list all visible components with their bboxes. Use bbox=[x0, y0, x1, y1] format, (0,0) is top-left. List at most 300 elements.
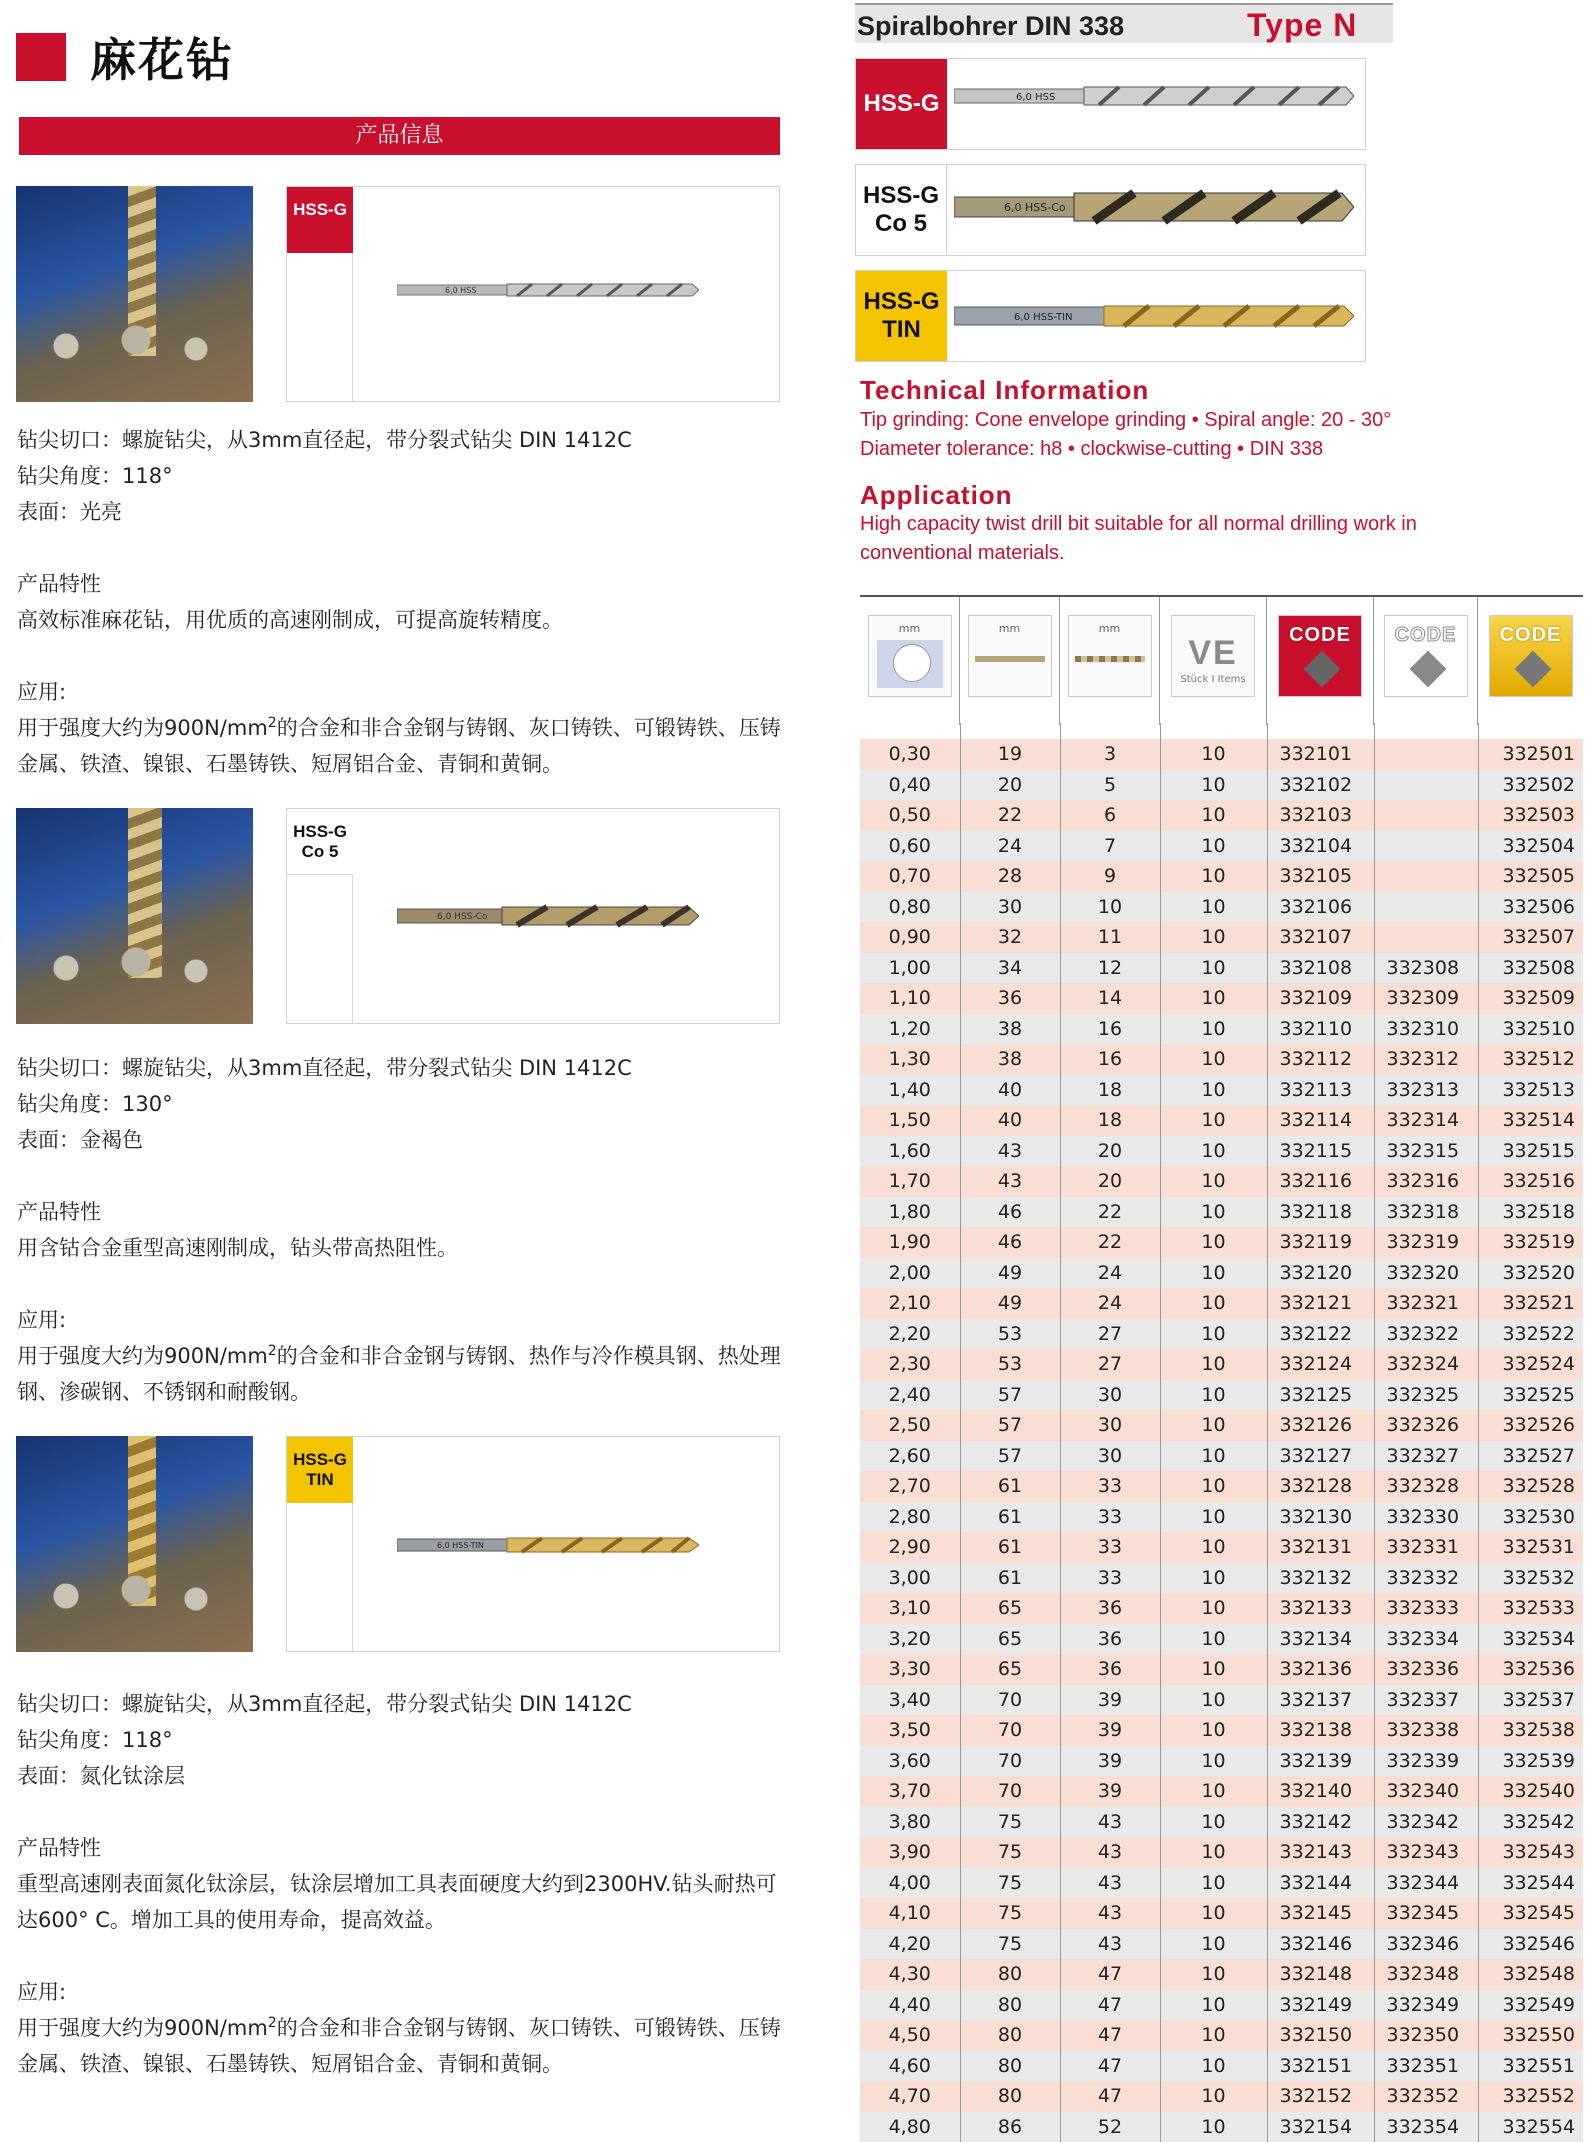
table-row bbox=[860, 892, 1583, 923]
table-cell: 0,30 bbox=[860, 739, 960, 770]
table-cell: 3,50 bbox=[860, 1715, 960, 1746]
table-cell: 39 bbox=[1060, 1715, 1160, 1746]
table-cell: 332503 bbox=[1478, 800, 1583, 831]
table-row bbox=[860, 2112, 1583, 2142]
table-cell: 332350 bbox=[1374, 2020, 1478, 2051]
header-code-hss-g-tin bbox=[1478, 597, 1583, 725]
table-cell: 332137 bbox=[1267, 1685, 1374, 1716]
table-cell: 332314 bbox=[1374, 1105, 1478, 1136]
table-cell: 332525 bbox=[1478, 1380, 1583, 1411]
table-cell: 80 bbox=[960, 2081, 1060, 2112]
table-cell: 1,40 bbox=[860, 1075, 960, 1106]
table-row bbox=[860, 922, 1583, 953]
table-cell: 80 bbox=[960, 1959, 1060, 1990]
table-cell: 332122 bbox=[1267, 1319, 1374, 1350]
table-cell: 332154 bbox=[1267, 2112, 1374, 2142]
table-cell: 33 bbox=[1060, 1471, 1160, 1502]
table-cell: 332520 bbox=[1478, 1258, 1583, 1289]
table-cell: 18 bbox=[1060, 1075, 1160, 1106]
table-cell: 332105 bbox=[1267, 861, 1374, 892]
table-cell: 332346 bbox=[1374, 1929, 1478, 1960]
table-cell: 65 bbox=[960, 1593, 1060, 1624]
table-cell: 10 bbox=[1160, 1410, 1267, 1441]
table-row bbox=[860, 861, 1583, 892]
table-cell: 4,20 bbox=[860, 1929, 960, 1960]
drill-bit-image bbox=[954, 81, 1354, 111]
table-row bbox=[860, 1532, 1583, 1563]
table-cell: 332551 bbox=[1478, 2051, 1583, 2082]
table-cell: 47 bbox=[1060, 2020, 1160, 2051]
table-cell: 10 bbox=[1160, 1624, 1267, 1655]
catalog-header bbox=[855, 3, 1393, 43]
table-cell: 332149 bbox=[1267, 1990, 1374, 2021]
table-cell: 4,10 bbox=[860, 1898, 960, 1929]
table-cell: 10 bbox=[1160, 1044, 1267, 1075]
table-cell: 22 bbox=[1060, 1227, 1160, 1258]
table-cell: 10 bbox=[1160, 1959, 1267, 1990]
table-cell: 332538 bbox=[1478, 1715, 1583, 1746]
svg-text:6,0 HSS: 6,0 HSS bbox=[1016, 92, 1055, 103]
table-cell: 75 bbox=[960, 1898, 1060, 1929]
table-cell: 332144 bbox=[1267, 1868, 1374, 1899]
table-cell: 46 bbox=[960, 1197, 1060, 1228]
table-row bbox=[860, 1502, 1583, 1533]
table-row bbox=[860, 1624, 1583, 1655]
table-cell: 10 bbox=[1160, 770, 1267, 801]
table-cell: 80 bbox=[960, 2051, 1060, 2082]
table-cell: 10 bbox=[1160, 800, 1267, 831]
table-cell: 332505 bbox=[1478, 861, 1583, 892]
table-cell: 332136 bbox=[1267, 1654, 1374, 1685]
table-cell: 332351 bbox=[1374, 2051, 1478, 2082]
table-cell: 10 bbox=[1160, 1258, 1267, 1289]
table-row bbox=[860, 2020, 1583, 2051]
table-cell: 332319 bbox=[1374, 1227, 1478, 1258]
table-row bbox=[860, 1868, 1583, 1899]
product-info-bar: 产品信息 bbox=[19, 117, 780, 155]
table-cell: 10 bbox=[1160, 1197, 1267, 1228]
table-cell: 332554 bbox=[1478, 2112, 1583, 2142]
table-cell: 332345 bbox=[1374, 1898, 1478, 1929]
table-cell: 49 bbox=[960, 1258, 1060, 1289]
table-cell: 61 bbox=[960, 1502, 1060, 1533]
table-cell: 65 bbox=[960, 1624, 1060, 1655]
table-cell: 332334 bbox=[1374, 1624, 1478, 1655]
table-cell: 10 bbox=[1160, 1532, 1267, 1563]
table-cell: 39 bbox=[1060, 1746, 1160, 1777]
table-cell: 332352 bbox=[1374, 2081, 1478, 2112]
table-cell: 332506 bbox=[1478, 892, 1583, 923]
table-cell: 332549 bbox=[1478, 1990, 1583, 2021]
table-cell: 332516 bbox=[1478, 1166, 1583, 1197]
table-cell: 332522 bbox=[1478, 1319, 1583, 1350]
table-cell: 10 bbox=[1160, 1715, 1267, 1746]
table-cell: 2,00 bbox=[860, 1258, 960, 1289]
table-cell: 70 bbox=[960, 1746, 1060, 1777]
table-cell: 10 bbox=[1160, 1471, 1267, 1502]
table-cell: 3,90 bbox=[860, 1837, 960, 1868]
table-cell: 332515 bbox=[1478, 1136, 1583, 1167]
header-packing-unit bbox=[1160, 597, 1267, 725]
table-cell: 332513 bbox=[1478, 1075, 1583, 1106]
table-cell: 10 bbox=[1160, 861, 1267, 892]
table-cell: 19 bbox=[960, 739, 1060, 770]
svg-text:6,0 HSS-TIN: 6,0 HSS-TIN bbox=[437, 1541, 484, 1550]
table-cell: 20 bbox=[960, 770, 1060, 801]
table-row bbox=[860, 1471, 1583, 1502]
product-tag-hss-g-tin: HSS-G TIN bbox=[287, 1437, 353, 1503]
table-cell: 10 bbox=[1160, 2051, 1267, 2082]
table-cell: 57 bbox=[960, 1410, 1060, 1441]
table-row bbox=[860, 1044, 1583, 1075]
table-cell: 332118 bbox=[1267, 1197, 1374, 1228]
table-row bbox=[860, 1014, 1583, 1045]
table-cell: 332519 bbox=[1478, 1227, 1583, 1258]
table-cell: 3,80 bbox=[860, 1807, 960, 1838]
table-cell: 36 bbox=[1060, 1624, 1160, 1655]
table-cell: 332310 bbox=[1374, 1014, 1478, 1045]
table-cell: 332340 bbox=[1374, 1776, 1478, 1807]
table-cell: 47 bbox=[1060, 1990, 1160, 2021]
table-cell: 332512 bbox=[1478, 1044, 1583, 1075]
table-cell: 28 bbox=[960, 861, 1060, 892]
table-cell: 40 bbox=[960, 1105, 1060, 1136]
table-cell: 10 bbox=[1160, 1837, 1267, 1868]
table-cell: 10 bbox=[1160, 1441, 1267, 1472]
table-cell: 332338 bbox=[1374, 1715, 1478, 1746]
table-cell: 39 bbox=[1060, 1776, 1160, 1807]
product-box-hss-g-co5 bbox=[286, 808, 780, 1024]
table-cell: 332548 bbox=[1478, 1959, 1583, 1990]
table-cell: 4,50 bbox=[860, 2020, 960, 2051]
table-cell: 10 bbox=[1060, 892, 1160, 923]
table-row bbox=[860, 1288, 1583, 1319]
table-cell: 0,60 bbox=[860, 831, 960, 862]
table-cell: 332316 bbox=[1374, 1166, 1478, 1197]
table-cell: 0,50 bbox=[860, 800, 960, 831]
table-cell: 30 bbox=[960, 892, 1060, 923]
table-cell: 43 bbox=[1060, 1807, 1160, 1838]
table-cell: 332115 bbox=[1267, 1136, 1374, 1167]
table-cell: 4,70 bbox=[860, 2081, 960, 2112]
table-cell: 12 bbox=[1060, 953, 1160, 984]
table-row bbox=[860, 1807, 1583, 1838]
drill-bit-image bbox=[397, 901, 699, 931]
table-cell: 332528 bbox=[1478, 1471, 1583, 1502]
table-cell: 3,70 bbox=[860, 1776, 960, 1807]
table-cell: 61 bbox=[960, 1563, 1060, 1594]
table-cell: 332509 bbox=[1478, 983, 1583, 1014]
table-cell: 10 bbox=[1160, 1136, 1267, 1167]
table-row bbox=[860, 1166, 1583, 1197]
table-cell: 10 bbox=[1160, 892, 1267, 923]
table-cell: 332103 bbox=[1267, 800, 1374, 831]
table-cell: 10 bbox=[1160, 1654, 1267, 1685]
table-cell: 332121 bbox=[1267, 1288, 1374, 1319]
table-cell: 332150 bbox=[1267, 2020, 1374, 2051]
table-cell: 332545 bbox=[1478, 1898, 1583, 1929]
table-cell: 22 bbox=[1060, 1197, 1160, 1228]
table-cell: 332116 bbox=[1267, 1166, 1374, 1197]
table-cell: 2,40 bbox=[860, 1380, 960, 1411]
table-cell: 332349 bbox=[1374, 1990, 1478, 2021]
table-cell: 27 bbox=[1060, 1349, 1160, 1380]
table-cell: 332321 bbox=[1374, 1288, 1478, 1319]
table-cell: 10 bbox=[1160, 1776, 1267, 1807]
table-cell: 14 bbox=[1060, 983, 1160, 1014]
table-cell: 332330 bbox=[1374, 1502, 1478, 1533]
table-cell: 332546 bbox=[1478, 1929, 1583, 1960]
table-cell: 6 bbox=[1060, 800, 1160, 831]
total-length-icon: mm bbox=[968, 615, 1052, 697]
table-cell: 332521 bbox=[1478, 1288, 1583, 1319]
table-cell: 10 bbox=[1160, 1380, 1267, 1411]
table-cell: 24 bbox=[1060, 1288, 1160, 1319]
table-cell: 1,70 bbox=[860, 1166, 960, 1197]
product-tag-hss-g: HSS-G bbox=[287, 187, 353, 253]
table-cell: 24 bbox=[1060, 1258, 1160, 1289]
table-cell: 10 bbox=[1160, 1105, 1267, 1136]
table-cell: 3,10 bbox=[860, 1593, 960, 1624]
table-cell: 332324 bbox=[1374, 1349, 1478, 1380]
table-cell: 332326 bbox=[1374, 1410, 1478, 1441]
table-cell: 4,60 bbox=[860, 2051, 960, 2082]
table-cell: 332145 bbox=[1267, 1898, 1374, 1929]
table-cell: 30 bbox=[1060, 1410, 1160, 1441]
diameter-icon: mm bbox=[868, 615, 952, 697]
table-row bbox=[860, 1929, 1583, 1960]
table-cell: 332101 bbox=[1267, 739, 1374, 770]
table-cell: 20 bbox=[1060, 1166, 1160, 1197]
table-cell: 332526 bbox=[1478, 1410, 1583, 1441]
table-cell: 2,20 bbox=[860, 1319, 960, 1350]
table-cell: 332530 bbox=[1478, 1502, 1583, 1533]
table-cell: 332331 bbox=[1374, 1532, 1478, 1563]
table-cell: 10 bbox=[1160, 1227, 1267, 1258]
table-cell: 10 bbox=[1160, 1014, 1267, 1045]
header-flute-length bbox=[1060, 597, 1160, 725]
product-data-table bbox=[860, 723, 1583, 2142]
table-cell: 332142 bbox=[1267, 1807, 1374, 1838]
table-cell: 4,40 bbox=[860, 1990, 960, 2021]
table-cell: 332336 bbox=[1374, 1654, 1478, 1685]
table-cell: 332540 bbox=[1478, 1776, 1583, 1807]
table-cell: 36 bbox=[960, 983, 1060, 1014]
table-cell: 0,90 bbox=[860, 922, 960, 953]
variant-box-hss-g bbox=[855, 58, 1366, 150]
table-cell bbox=[1374, 739, 1478, 770]
table-cell: 10 bbox=[1160, 2112, 1267, 2142]
table-cell: 332502 bbox=[1478, 770, 1583, 801]
table-row bbox=[860, 1654, 1583, 1685]
code-pencil-icon: CODE bbox=[1384, 615, 1468, 697]
table-cell: 332544 bbox=[1478, 1868, 1583, 1899]
table-cell: 332342 bbox=[1374, 1807, 1478, 1838]
table-cell: 332308 bbox=[1374, 953, 1478, 984]
table-cell: 332320 bbox=[1374, 1258, 1478, 1289]
table-row bbox=[860, 1685, 1583, 1716]
variant-tag-hss-g-co5: HSS-G Co 5 bbox=[856, 165, 947, 255]
table-cell: 332312 bbox=[1374, 1044, 1478, 1075]
table-cell: 36 bbox=[1060, 1593, 1160, 1624]
variant-box-hss-g-co5 bbox=[855, 164, 1366, 256]
table-row bbox=[860, 800, 1583, 831]
product-box-hss-g-tin bbox=[286, 1436, 780, 1652]
table-cell: 332138 bbox=[1267, 1715, 1374, 1746]
table-row bbox=[860, 983, 1583, 1014]
table-cell: 30 bbox=[1060, 1441, 1160, 1472]
table-row bbox=[860, 1959, 1583, 1990]
table-cell: 332132 bbox=[1267, 1563, 1374, 1594]
table-cell: 86 bbox=[960, 2112, 1060, 2142]
code-pencil-icon: CODE bbox=[1278, 615, 1362, 697]
table-cell: 332140 bbox=[1267, 1776, 1374, 1807]
table-cell: 43 bbox=[1060, 1837, 1160, 1868]
table-cell: 332343 bbox=[1374, 1837, 1478, 1868]
table-cell: 10 bbox=[1160, 1746, 1267, 1777]
table-cell: 2,90 bbox=[860, 1532, 960, 1563]
table-cell: 332543 bbox=[1478, 1837, 1583, 1868]
table-row bbox=[860, 1746, 1583, 1777]
table-row bbox=[860, 1898, 1583, 1929]
table-cell: 2,70 bbox=[860, 1471, 960, 1502]
table-cell: 39 bbox=[1060, 1685, 1160, 1716]
table-cell: 3,20 bbox=[860, 1624, 960, 1655]
table-cell: 1,30 bbox=[860, 1044, 960, 1075]
table-cell: 332127 bbox=[1267, 1441, 1374, 1472]
table-cell: 332128 bbox=[1267, 1471, 1374, 1502]
table-cell: 332315 bbox=[1374, 1136, 1478, 1167]
table-cell: 3,40 bbox=[860, 1685, 960, 1716]
table-cell: 1,60 bbox=[860, 1136, 960, 1167]
table-cell: 332139 bbox=[1267, 1746, 1374, 1777]
table-cell: 332146 bbox=[1267, 1929, 1374, 1960]
table-cell: 332542 bbox=[1478, 1807, 1583, 1838]
table-cell: 10 bbox=[1160, 1929, 1267, 1960]
table-cell: 10 bbox=[1160, 1288, 1267, 1319]
table-cell: 332151 bbox=[1267, 2051, 1374, 2082]
table-row bbox=[860, 1776, 1583, 1807]
table-cell: 332504 bbox=[1478, 831, 1583, 862]
table-cell: 332518 bbox=[1478, 1197, 1583, 1228]
table-cell bbox=[1374, 922, 1478, 953]
table-row bbox=[860, 1441, 1583, 1472]
table-cell: 10 bbox=[1160, 831, 1267, 862]
table-cell: 10 bbox=[1160, 2020, 1267, 2051]
table-cell: 75 bbox=[960, 1837, 1060, 1868]
drill-bit-image bbox=[954, 185, 1354, 229]
table-cell: 332328 bbox=[1374, 1471, 1478, 1502]
code-pencil-icon: CODE bbox=[1489, 615, 1573, 697]
table-cell bbox=[1374, 831, 1478, 862]
table-cell: 4,30 bbox=[860, 1959, 960, 1990]
table-cell: 20 bbox=[1060, 1136, 1160, 1167]
table-row bbox=[860, 1105, 1583, 1136]
table-cell: 2,50 bbox=[860, 1410, 960, 1441]
table-cell: 332102 bbox=[1267, 770, 1374, 801]
table-cell: 332332 bbox=[1374, 1563, 1478, 1594]
table-cell: 332325 bbox=[1374, 1380, 1478, 1411]
table-cell: 43 bbox=[1060, 1868, 1160, 1899]
header-code-hss-g-co5 bbox=[1374, 597, 1478, 725]
table-cell: 332550 bbox=[1478, 2020, 1583, 2051]
table-row bbox=[860, 1227, 1583, 1258]
drill-bit-image bbox=[397, 280, 699, 300]
table-cell: 49 bbox=[960, 1288, 1060, 1319]
product-description-hss-g-tin: 钻尖切口：螺旋钻尖，从3mm直径起，带分裂式钻尖 DIN 1412C 钻尖角度：118° 表面：氮化钛涂层 产品特性 重型高速刚表面氮化钛涂层，钛涂层增加工具表面硬度大约到2300HV.钻头耐热可达600° C。增加工具的使用寿命，提高效益。 应用: 用于强度大约为$900N/mm^2$的合金和非合金钢与铸钢、灰口铸铁、可锻铸铁、压铸金属、铁渣、镍银、石墨铸铁、短屑铝合金、青铜和黄铜。 bbox=[17, 1686, 787, 2082]
table-cell: 10 bbox=[1160, 983, 1267, 1014]
table-row bbox=[860, 1410, 1583, 1441]
table-cell: 75 bbox=[960, 1807, 1060, 1838]
table-cell: 1,20 bbox=[860, 1014, 960, 1045]
table-cell: 332124 bbox=[1267, 1349, 1374, 1380]
table-cell: 332344 bbox=[1374, 1868, 1478, 1899]
table-row bbox=[860, 1258, 1583, 1289]
table-row bbox=[860, 770, 1583, 801]
table-cell: 332113 bbox=[1267, 1075, 1374, 1106]
table-cell: 10 bbox=[1160, 953, 1267, 984]
table-cell: 332152 bbox=[1267, 2081, 1374, 2112]
table-cell: 57 bbox=[960, 1441, 1060, 1472]
table-cell: 80 bbox=[960, 1990, 1060, 2021]
variant-box-hss-g-tin bbox=[855, 270, 1366, 362]
table-cell: 1,10 bbox=[860, 983, 960, 1014]
table-cell: 46 bbox=[960, 1227, 1060, 1258]
table-cell bbox=[1374, 861, 1478, 892]
product-photo-hss-g-co5 bbox=[16, 808, 253, 1024]
product-tag-hss-g-co5: HSS-G Co 5 bbox=[287, 809, 353, 875]
table-cell bbox=[1374, 800, 1478, 831]
table-cell: 7 bbox=[1060, 831, 1160, 862]
table-cell: 332131 bbox=[1267, 1532, 1374, 1563]
table-cell: 32 bbox=[960, 922, 1060, 953]
table-cell: 332354 bbox=[1374, 2112, 1478, 2142]
table-cell: 332134 bbox=[1267, 1624, 1374, 1655]
table-cell: 5 bbox=[1060, 770, 1160, 801]
table-row bbox=[860, 1349, 1583, 1380]
table-cell: 57 bbox=[960, 1380, 1060, 1411]
table-cell: 10 bbox=[1160, 922, 1267, 953]
table-cell: 65 bbox=[960, 1654, 1060, 1685]
table-cell: 61 bbox=[960, 1532, 1060, 1563]
table-row bbox=[860, 1380, 1583, 1411]
table-cell: 18 bbox=[1060, 1105, 1160, 1136]
catalog-type: Type N bbox=[1247, 7, 1357, 44]
table-cell: 33 bbox=[1060, 1532, 1160, 1563]
table-row bbox=[860, 1075, 1583, 1106]
table-cell: 38 bbox=[960, 1014, 1060, 1045]
table-cell: 4,80 bbox=[860, 2112, 960, 2142]
table-row bbox=[860, 1837, 1583, 1868]
catalog-title: Spiralbohrer DIN 338 bbox=[857, 11, 1124, 42]
table-cell: 10 bbox=[1160, 1166, 1267, 1197]
product-description-hss-g: 钻尖切口：螺旋钻尖，从3mm直径起，带分裂式钻尖 DIN 1412C 钻尖角度：118° 表面：光亮 产品特性 高效标准麻花钻，用优质的高速刚制成，可提高旋转精度。 应用: 用于强度大约为$900N/mm^2$的合金和非合金钢与铸钢、灰口铸铁、可锻铸铁、压铸金属、铁渣、镍银、石墨铸铁、短屑铝合金、青铜和黄铜。 bbox=[17, 422, 787, 782]
table-cell: 34 bbox=[960, 953, 1060, 984]
table-cell: 2,10 bbox=[860, 1288, 960, 1319]
table-row bbox=[860, 739, 1583, 770]
application-title: Application bbox=[860, 480, 1013, 511]
table-cell: 332318 bbox=[1374, 1197, 1478, 1228]
page-title: 麻花钻 bbox=[90, 24, 234, 90]
table-cell: 16 bbox=[1060, 1044, 1160, 1075]
table-cell: 10 bbox=[1160, 1593, 1267, 1624]
product-photo-hss-g bbox=[16, 186, 253, 402]
table-cell: 10 bbox=[1160, 1075, 1267, 1106]
table-cell: 10 bbox=[1160, 1807, 1267, 1838]
table-cell: 2,30 bbox=[860, 1349, 960, 1380]
svg-text:6,0 HSS: 6,0 HSS bbox=[445, 286, 476, 295]
technical-info-title: Technical Information bbox=[860, 375, 1149, 406]
